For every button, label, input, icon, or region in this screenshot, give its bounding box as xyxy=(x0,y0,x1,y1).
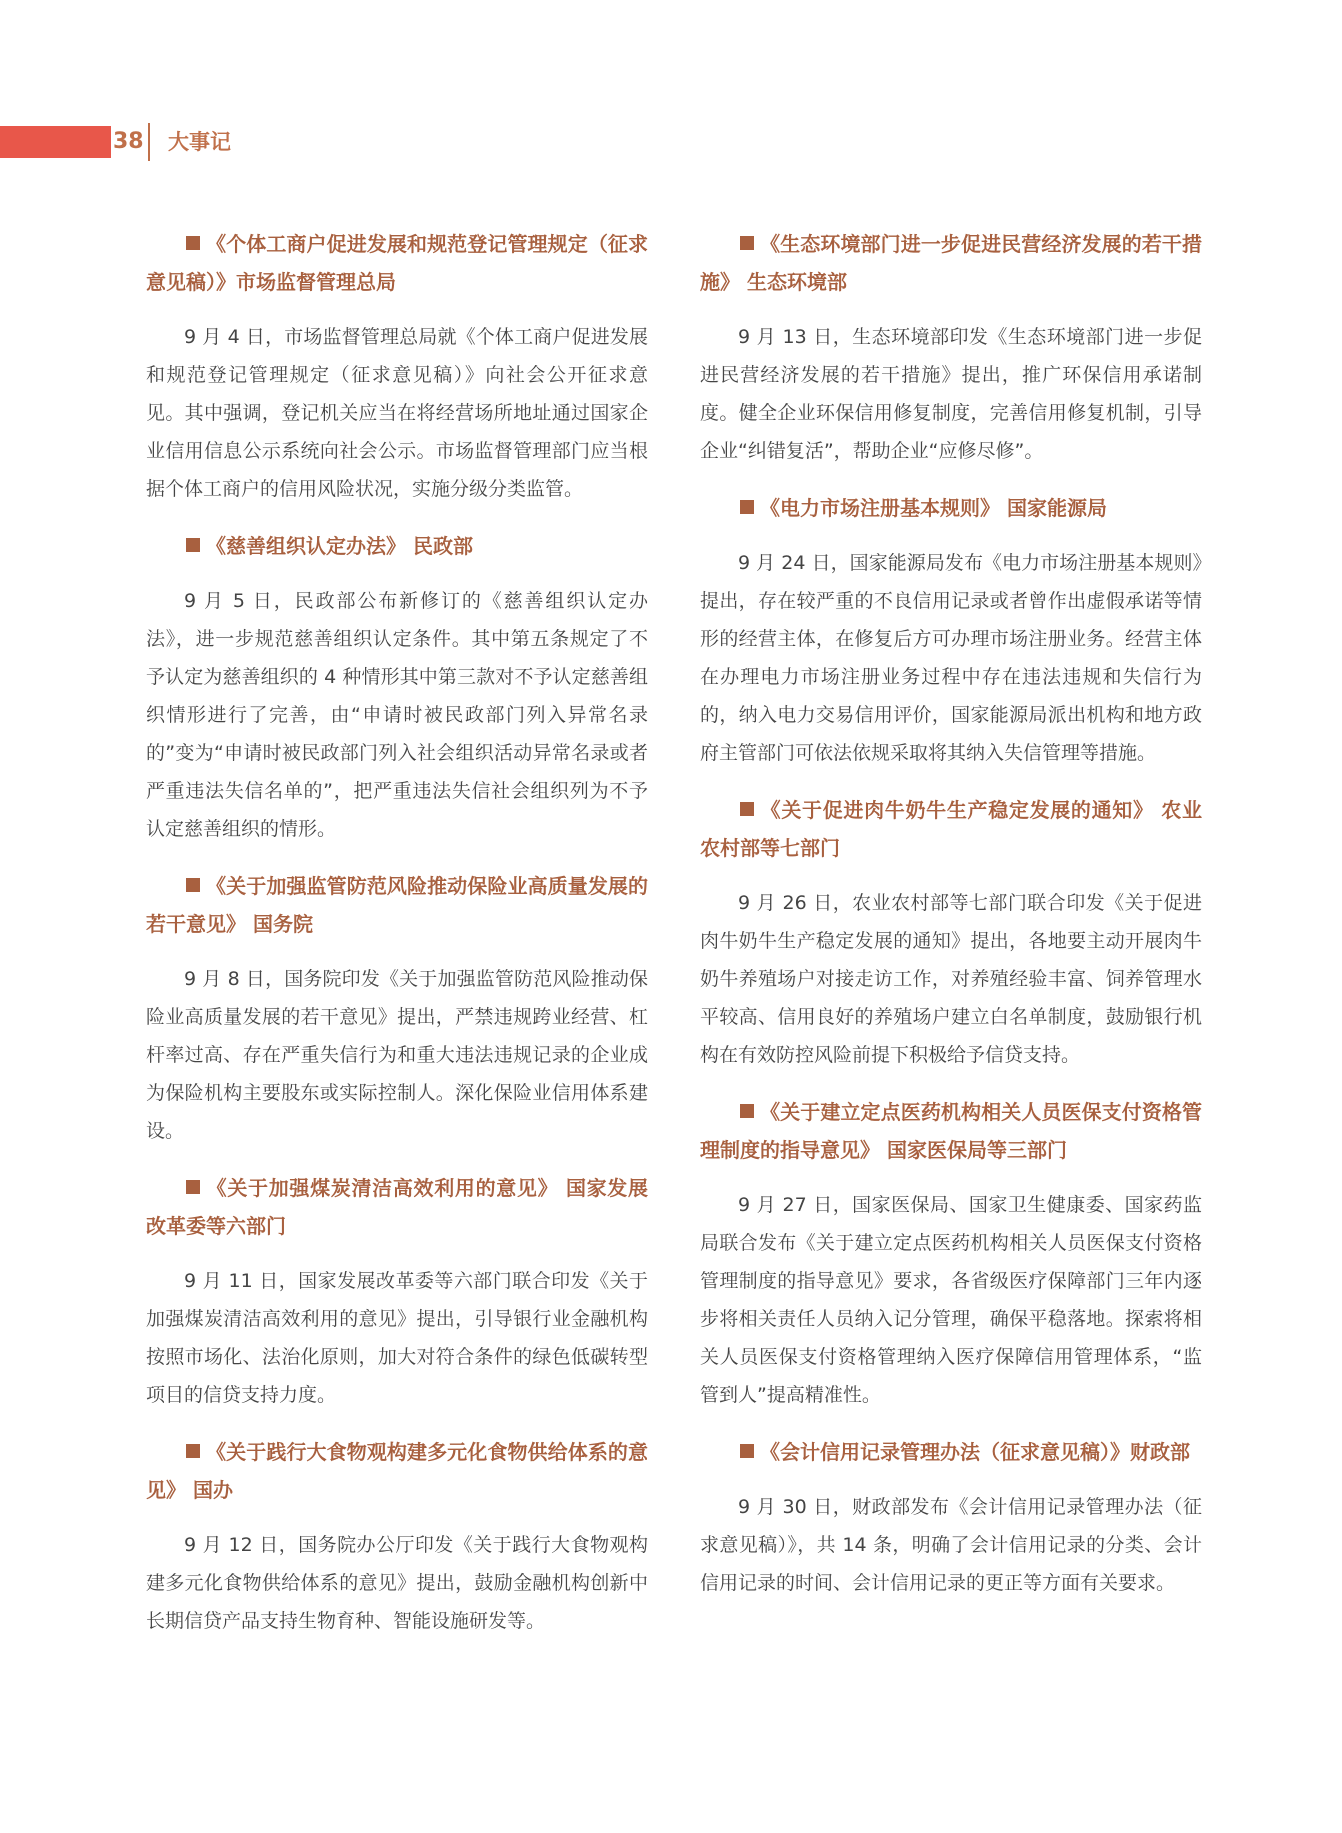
entry-body: 9 月 5 日，民政部公布新修订的《慈善组织认定办法》，进一步规范慈善组织认定条件。其中第五条规定了不予认定为慈善组织的 4 种情形其中第三款对不予认定慈善组织情形进行了完善，由“申请时被民政部门列入异常名录的”变为“申请时被民政部门列入社会组织活动异常名录或者严重违法失信名单的”，把严重违法失信社会组织列为不予认定慈善组织的情形。 xyxy=(146,590,648,840)
square-bullet-icon xyxy=(186,878,200,892)
entry-title xyxy=(700,791,1202,867)
square-bullet-icon xyxy=(740,500,754,514)
entry-body: 9 月 24 日，国家能源局发布《电力市场注册基本规则》提出，存在较严重的不良信用记录或者曾作出虚假承诺等情形的经营主体，在修复后方可办理市场注册业务。经营主体在办理电力市场注册业务过程中存在违法违规和失信行为的，纳入电力交易信用评价，国家能源局派出机构和地方政府主管部门可依法依规采取将其纳入失信管理等措施。 xyxy=(700,552,1202,764)
header-accent-bar xyxy=(0,126,111,158)
entry-title-text: 《生态环境部门进一步促进民营经济发展的若干措施》 生态环境部 xyxy=(700,232,1202,294)
news-entry xyxy=(146,527,648,848)
entry-title-text: 《慈善组织认定办法》 民政部 xyxy=(206,534,473,558)
entry-title-text: 《个体工商户促进发展和规范登记管理规定（征求意见稿）》市场监督管理总局 xyxy=(146,232,648,294)
entry-title-text: 《关于建立定点医药机构相关人员医保支付资格管理制度的指导意见》 国家医保局等三部门 xyxy=(700,1100,1202,1162)
entry-title xyxy=(700,489,1202,527)
entry-title-text: 《关于促进肉牛奶牛生产稳定发展的通知》 农业农村部等七部门 xyxy=(700,798,1202,860)
square-bullet-icon xyxy=(740,1104,754,1118)
entry-body: 9 月 8 日，国务院印发《关于加强监管防范风险推动保险业高质量发展的若干意见》提出，严禁违规跨业经营、杠杆率过高、存在严重失信行为和重大违法违规记录的企业成为保险机构主要股东或实际控制人。深化保险业信用体系建设。 xyxy=(146,968,648,1142)
news-entry xyxy=(146,1433,648,1640)
square-bullet-icon xyxy=(740,802,754,816)
entry-body: 9 月 12 日，国务院办公厅印发《关于践行大食物观构建多元化食物供给体系的意见》提出，鼓励金融机构创新中长期信贷产品支持生物育种、智能设施研发等。 xyxy=(146,1534,648,1632)
entry-body: 9 月 13 日，生态环境部印发《生态环境部门进一步促进民营经济发展的若干措施》提出，推广环保信用承诺制度。健全企业环保信用修复制度，完善信用修复机制，引导企业“纠错复活”，帮助企业“应修尽修”。 xyxy=(700,326,1202,462)
news-entry xyxy=(700,791,1202,1074)
entry-title xyxy=(700,1433,1202,1471)
entry-title xyxy=(146,1433,648,1509)
entry-body: 9 月 26 日，农业农村部等七部门联合印发《关于促进肉牛奶牛生产稳定发展的通知》提出，各地要主动开展肉牛奶牛养殖场户对接走访工作，对养殖经验丰富、饲养管理水平较高、信用良好的养殖场户建立白名单制度，鼓励银行机构在有效防控风险前提下积极给予信贷支持。 xyxy=(700,892,1202,1066)
square-bullet-icon xyxy=(186,236,200,250)
news-entry xyxy=(146,1169,648,1414)
entry-title-text: 《会计信用记录管理办法（征求意见稿）》财政部 xyxy=(760,1440,1190,1464)
page-number: 38 xyxy=(113,129,144,154)
entry-title xyxy=(146,1169,648,1245)
news-entry xyxy=(146,867,648,1150)
header-divider xyxy=(148,123,150,161)
square-bullet-icon xyxy=(186,1180,200,1194)
entry-body: 9 月 4 日，市场监督管理总局就《个体工商户促进发展和规范登记管理规定（征求意见稿）》向社会公开征求意见。其中强调，登记机关应当在将经营场所地址通过国家企业信用信息公示系统向社会公示。市场监督管理部门应当根据个体工商户的信用风险状况，实施分级分类监管。 xyxy=(146,326,648,500)
news-entry xyxy=(700,1433,1202,1602)
news-entry xyxy=(700,225,1202,470)
section-title: 大事记 xyxy=(168,130,231,154)
entry-title xyxy=(146,867,648,943)
entry-title-text: 《关于加强煤炭清洁高效利用的意见》 国家发展改革委等六部门 xyxy=(146,1176,648,1238)
square-bullet-icon xyxy=(740,236,754,250)
square-bullet-icon xyxy=(186,538,200,552)
square-bullet-icon xyxy=(740,1444,754,1458)
entry-body: 9 月 30 日，财政部发布《会计信用记录管理办法（征求意见稿）》，共 14 条，明确了会计信用记录的分类、会计信用记录的时间、会计信用记录的更正等方面有关要求。 xyxy=(700,1496,1202,1594)
square-bullet-icon xyxy=(186,1444,200,1458)
entry-title-text: 《电力市场注册基本规则》 国家能源局 xyxy=(760,496,1107,520)
news-entry xyxy=(146,225,648,508)
entry-title xyxy=(146,527,648,565)
entry-title xyxy=(146,225,648,301)
entry-body: 9 月 11 日，国家发展改革委等六部门联合印发《关于加强煤炭清洁高效利用的意见》提出，引导银行业金融机构按照市场化、法治化原则，加大对符合条件的绿色低碳转型项目的信贷支持力度。 xyxy=(146,1270,648,1406)
entry-body: 9 月 27 日，国家医保局、国家卫生健康委、国家药监局联合发布《关于建立定点医药机构相关人员医保支付资格管理制度的指导意见》要求，各省级医疗保障部门三年内逐步将相关责任人员纳入记分管理，确保平稳落地。探索将相关人员医保支付资格管理纳入医疗保障信用管理体系，“监管到人”提高精准性。 xyxy=(700,1194,1202,1406)
entry-title xyxy=(700,225,1202,301)
entry-title-text: 《关于加强监管防范风险推动保险业高质量发展的若干意见》 国务院 xyxy=(146,874,648,936)
entry-title-text: 《关于践行大食物观构建多元化食物供给体系的意见》 国办 xyxy=(146,1440,648,1502)
entry-title xyxy=(700,1093,1202,1169)
right-column xyxy=(700,225,1202,1621)
news-entry xyxy=(700,489,1202,772)
left-column xyxy=(146,225,648,1659)
news-entry xyxy=(700,1093,1202,1414)
